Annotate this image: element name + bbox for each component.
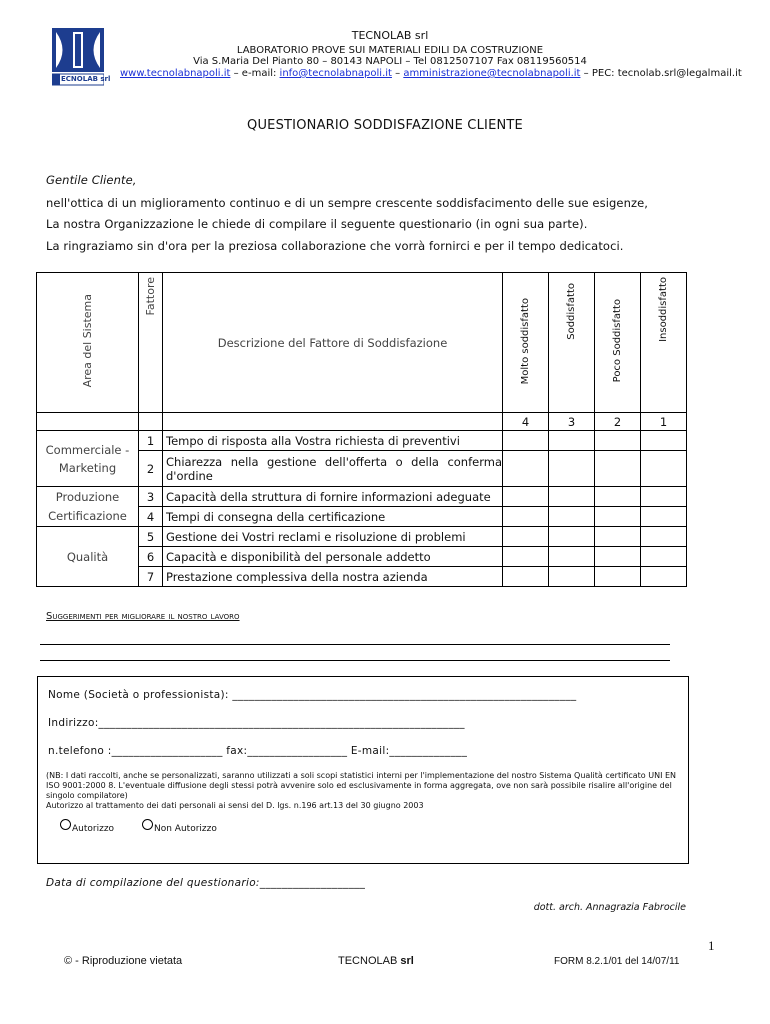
- radio-circle-icon[interactable]: [142, 819, 153, 830]
- factor-description: Tempi di consegna della certificazione: [163, 507, 503, 527]
- rating-cell[interactable]: [549, 527, 595, 547]
- consent-text: Autorizzo al trattamento dei dati personali ai sensi del D. lgs. n.196 art.13 del 30 giugno 2003: [46, 801, 424, 810]
- header-rating-2: Poco Soddisfatto: [595, 273, 641, 413]
- rating-cell[interactable]: [549, 451, 595, 487]
- table-row: [37, 507, 687, 527]
- footer-company: TECNOLAB srl: [338, 955, 414, 967]
- contacts-line: [120, 68, 742, 79]
- company-subtitle: LABORATORIO PROVE SUI MATERIALI EDILI DA COSTRUZIONE: [236, 45, 544, 56]
- rating-cell[interactable]: [549, 487, 595, 507]
- company-address: Via S.Maria Del Pianto 80 – 80143 NAPOLI – Tel 0812507107 Fax 08119560514: [193, 56, 587, 67]
- table-row: [37, 527, 687, 547]
- rating-cell[interactable]: [641, 487, 687, 507]
- rating-cell[interactable]: [503, 567, 549, 587]
- area-produzione: Produzione: [37, 487, 139, 507]
- header-rating-1: Insoddisfatto: [641, 273, 687, 413]
- rating-cell[interactable]: [595, 451, 641, 487]
- rating-cell[interactable]: [549, 547, 595, 567]
- footer-copyright: © - Riproduzione vietata: [64, 955, 183, 967]
- header-fattore: Fattore: [139, 273, 163, 413]
- signature: dott. arch. Annagrazia Fabrocile: [533, 902, 686, 913]
- company-logo: [52, 28, 111, 86]
- factor-number: 6: [139, 547, 163, 567]
- suggestion-line-2[interactable]: [40, 660, 670, 661]
- logo-text: ECNOLAB srl: [61, 75, 111, 83]
- rating-cell[interactable]: [503, 451, 549, 487]
- rating-cell[interactable]: [549, 431, 595, 451]
- email-link-admin[interactable]: amministrazione@tecnolabnapoli.it: [403, 68, 581, 79]
- area-commerciale: Commerciale - Marketing: [37, 431, 139, 487]
- table-row: [37, 487, 687, 507]
- factor-number: 4: [139, 507, 163, 527]
- nome-field[interactable]: Nome (Società o professionista): ______________________________________________________________: [48, 689, 577, 701]
- page-number: 1: [708, 938, 715, 953]
- questionnaire-table: [36, 272, 687, 587]
- rating-cell[interactable]: [549, 567, 595, 587]
- customer-info-box: [37, 676, 689, 864]
- factor-number: 2: [139, 451, 163, 487]
- date-field[interactable]: Data di compilazione del questionario:___________________: [46, 877, 366, 889]
- rating-cell[interactable]: [595, 487, 641, 507]
- factor-description: Gestione dei Vostri reclami e risoluzione di problemi: [163, 527, 503, 547]
- score-2: 2: [595, 413, 641, 431]
- suggestions-title: Suggerimenti per migliorare il nostro lavoro: [46, 611, 240, 622]
- factor-number: 7: [139, 567, 163, 587]
- intro-line-1: nell'ottica di un miglioramento continuo e di un sempre crescente soddisfacimento delle sue esigenze,: [46, 196, 649, 210]
- factor-description: Capacità della struttura di fornire informazioni adeguate: [163, 487, 503, 507]
- header-area: Area del Sistema: [37, 273, 139, 413]
- privacy-note: (NB: I dati raccolti, anche se personalizzati, saranno utilizzati a soli scopi statistici interni per l'implementazione del nostro Sistema Qualità certificato UNI EN ISO 9001:2000 8. L'eventuale diffusione degli stessi potrà avvenire solo ed esclusivamente in forma aggregata, ove non sarà possibile risalire all'origine del singolo compilatore): [46, 771, 677, 800]
- header-rating-3: Soddisfatto: [549, 273, 595, 413]
- footer-form-code: FORM 8.2.1/01 del 14/07/11: [554, 956, 680, 967]
- rating-cell[interactable]: [595, 507, 641, 527]
- radio-autorizzo[interactable]: [60, 819, 114, 834]
- table-row: [37, 431, 687, 451]
- factor-description: Tempo di risposta alla Vostra richiesta di preventivi: [163, 431, 503, 451]
- score-3: 3: [549, 413, 595, 431]
- indirizzo-field[interactable]: Indirizzo:__________________________________________________________________: [48, 717, 465, 729]
- area-certificazione: Certificazione: [37, 507, 139, 527]
- rating-cell[interactable]: [595, 431, 641, 451]
- rating-cell[interactable]: [641, 547, 687, 567]
- factor-description: Prestazione complessiva della nostra azienda: [163, 567, 503, 587]
- area-qualita: Qualità: [37, 527, 139, 587]
- rating-cell[interactable]: [595, 567, 641, 587]
- factor-number: 5: [139, 527, 163, 547]
- rating-cell[interactable]: [503, 527, 549, 547]
- factor-number: 3: [139, 487, 163, 507]
- separator: –: [391, 68, 404, 79]
- rating-cell[interactable]: [641, 567, 687, 587]
- intro-line-3: La ringraziamo sin d'ora per la preziosa collaborazione che vorrà fornirci e per il tempo dedicatoci.: [46, 239, 624, 253]
- rating-cell[interactable]: [641, 527, 687, 547]
- rating-cell[interactable]: [641, 431, 687, 451]
- rating-cell[interactable]: [549, 507, 595, 527]
- factor-description: Chiarezza nella gestione dell'offerta o della conferma d'ordine: [163, 451, 503, 487]
- suggestion-line-1[interactable]: [40, 644, 670, 645]
- radio-label: Non Autorizzo: [154, 824, 217, 834]
- company-name: TECNOLAB srl: [351, 29, 429, 42]
- rating-cell[interactable]: [641, 507, 687, 527]
- score-4: 4: [503, 413, 549, 431]
- score-1: 1: [641, 413, 687, 431]
- website-link[interactable]: www.tecnolabnapoli.it: [120, 68, 231, 79]
- rating-cell[interactable]: [503, 487, 549, 507]
- radio-non-autorizzo[interactable]: [142, 819, 217, 834]
- rating-cell[interactable]: [503, 547, 549, 567]
- radio-circle-icon[interactable]: [60, 819, 71, 830]
- header-descrizione: Descrizione del Fattore di Soddisfazione: [163, 273, 503, 413]
- rating-cell[interactable]: [641, 451, 687, 487]
- page-title: QUESTIONARIO SODDISFAZIONE CLIENTE: [247, 118, 523, 133]
- rating-cell[interactable]: [503, 507, 549, 527]
- rating-cell[interactable]: [503, 431, 549, 451]
- email-label: – e-mail:: [230, 68, 280, 79]
- header-rating-4: Molto soddisfatto: [503, 273, 549, 413]
- radio-label: Autorizzo: [72, 824, 115, 834]
- score-row: [37, 413, 687, 431]
- contact-fields[interactable]: n.telefono :____________________ fax:__________________ E-mail:______________: [48, 745, 468, 757]
- email-link-info[interactable]: info@tecnolabnapoli.it: [279, 68, 392, 79]
- rating-cell[interactable]: [595, 547, 641, 567]
- factor-number: 1: [139, 431, 163, 451]
- rating-cell[interactable]: [595, 527, 641, 547]
- factor-description: Capacità e disponibilità del personale addetto: [163, 547, 503, 567]
- table-header-row: [37, 273, 687, 413]
- pec-text: – PEC: tecnolab.srl@legalmail.it: [580, 68, 742, 79]
- intro-line-2: La nostra Organizzazione le chiede di compilare il seguente questionario (in ogni sua parte).: [46, 217, 588, 231]
- greeting: Gentile Cliente,: [46, 173, 137, 187]
